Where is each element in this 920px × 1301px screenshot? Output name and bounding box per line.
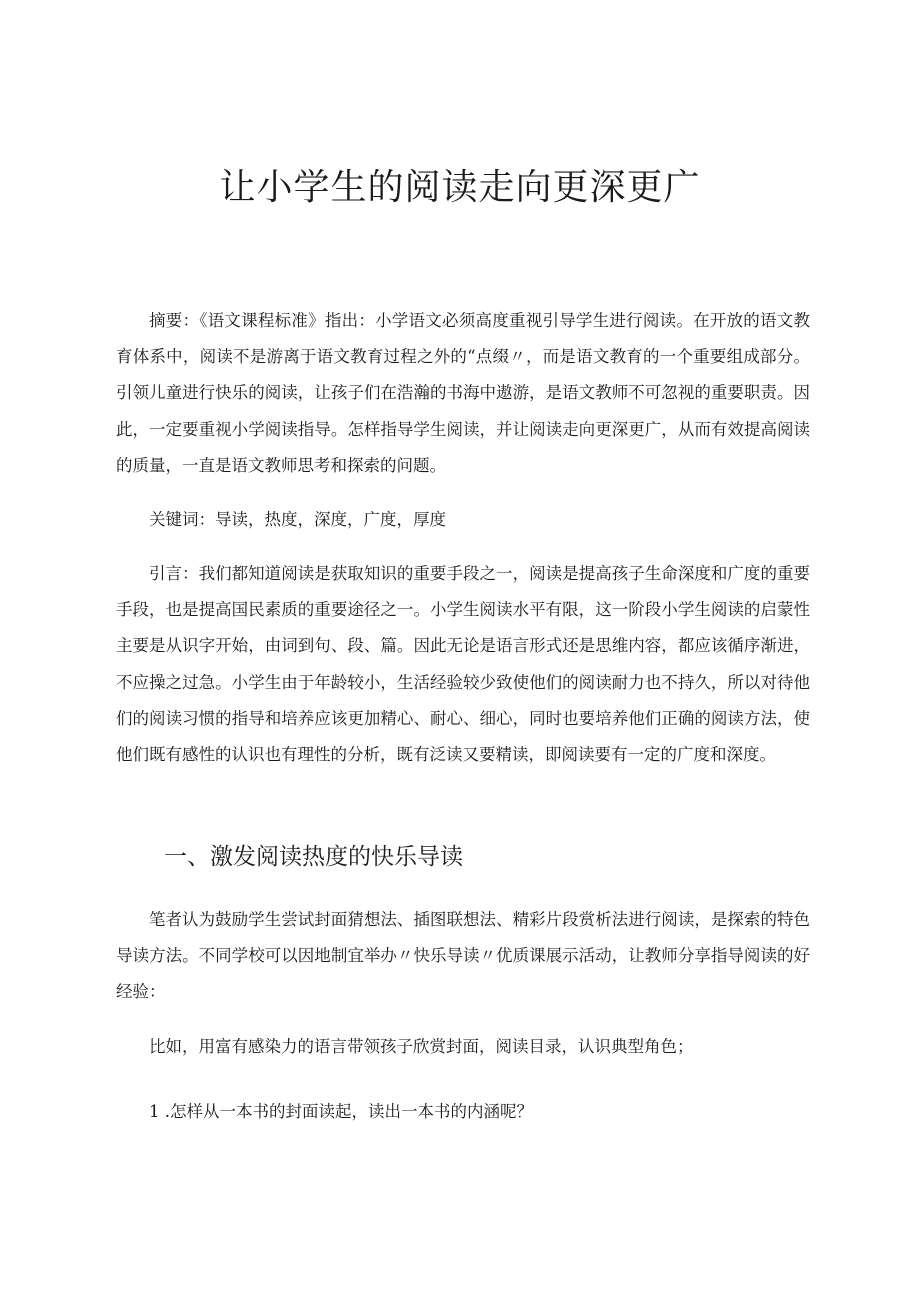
abstract-paragraph: 摘要：《语文课程标准》指出：小学语文必须高度重视引导学生进行阅读。在开放的语文教育体系中，阅读不是游离于语文教育过程之外的“点缀〃，而是语文教育的一个重要组成部分。引领儿童进行快乐的阅读，让孩子们在浩瀚的书海中遨游，是语文教师不可忽视的重要职责。因此，一定要重视小学阅读指导。怎样指导学生阅读，并让阅读走向更深更广，从而有效提高阅读的质量，一直是语文教师思考和探索的问题。 <box>116 311 810 475</box>
section-1-heading: 一、激发阅读热度的快乐导读 <box>164 844 463 870</box>
section-1-paragraph-2: 比如，用富有感染力的语言带领孩子欣赏封面，阅读目录，认识典型角色； <box>149 1037 694 1056</box>
section-1-paragraph-1: 笔者认为鼓励学生尝试封面猜想法、插图联想法、精彩片段赏析法进行阅读，是探索的特色导读方法。不同学校可以因地制宜举办〃快乐导读〃优质课展示活动，让教师分享指导阅读的好经验： <box>116 910 810 1002</box>
section-1-list-item-1: 1 .怎样从一本书的封面读起，读出一本书的内涵呢？ <box>149 1102 533 1121</box>
introduction-paragraph: 引言：我们都知道阅读是获取知识的重要手段之一，阅读是提高孩子生命深度和广度的重要手段，也是提高国民素质的重要途径之一。小学生阅读水平有限，这一阶段小学生阅读的启蒙性主要是从识字开始，由词到句、段、篇。因此无论是语言形式还是思维内容，都应该循序渐进，不应操之过急。小学生由于年龄较小，生活经验较少致使他们的阅读耐力也不持久，所以对待他们的阅读习惯的指导和培养应该更加精心、耐心、细心，同时也要培养他们正确的阅读方法，使他们既有感性的认识也有理性的分析，既有泛读又要精读，即阅读要有一定的广度和深度。 <box>116 564 810 765</box>
document-title: 让小学生的阅读走向更深更广 <box>219 167 701 208</box>
keywords-paragraph: 关键词：导读，热度，深度，广度，厚度 <box>149 510 446 529</box>
